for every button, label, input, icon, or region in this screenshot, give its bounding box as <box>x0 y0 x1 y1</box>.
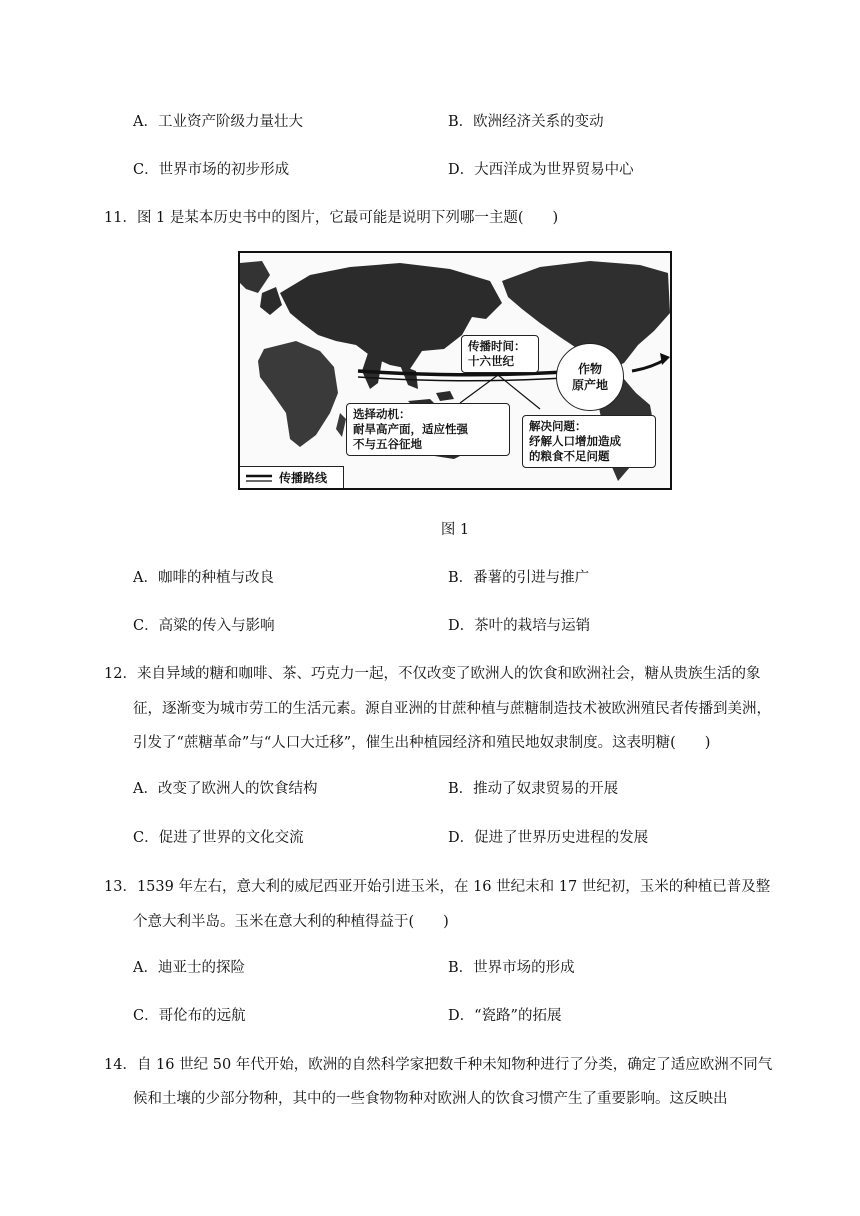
map-legend: 传播路线 <box>240 466 344 488</box>
crop-diffusion-map <box>238 251 672 490</box>
q11-option-a: A．咖啡的种植与改良 <box>133 570 274 586</box>
q12-option-d: D．促进了世界历史进程的发展 <box>448 830 649 846</box>
q12-option-a: A．改变了欧洲人的饮食结构 <box>133 781 318 797</box>
figure-caption: 图 1 <box>440 522 470 538</box>
q12-option-c: C．促进了世界的文化交流 <box>133 830 304 846</box>
q14-stem-line-2: 候和土壤的少部分物种，其中的一些食物物种对欧洲人的饮食习惯产生了重要影响。这反映出 <box>133 1091 728 1107</box>
q13-option-d: D．“瓷路”的拓展 <box>448 1008 562 1024</box>
q12-stem-line-2: 征，逐渐变为城市劳工的生活元素。源自亚洲的甘蔗种植与蔗糖制造技术被欧洲殖民者传播到美洲， <box>133 701 771 717</box>
q12-option-b: B．推动了奴隶贸易的开展 <box>448 781 619 797</box>
q12-stem-line-1: 12．来自异域的糖和咖啡、茶、巧克力一起，不仅改变了欧洲人的饮食和欧洲社会，糖从贵族生活的象 <box>104 666 761 682</box>
q11-option-b: B．番薯的引进与推广 <box>448 570 590 586</box>
problem-solved-box: 解决问题： 纾解人口增加造成 的粮食不足问题 <box>522 415 656 468</box>
q14-stem-line-1: 14．自 16 世纪 50 年代开始，欧洲的自然科学家把数千种未知物种进行了分类，确定了适应欧洲不同气 <box>104 1057 773 1073</box>
crop-origin-circle: 作物 原产地 <box>556 343 624 411</box>
q13-option-c: C．哥伦布的远航 <box>133 1008 246 1024</box>
q12-stem-line-3: 引发了“蔗糖革命”与“人口大迁移”，催生出种植园经济和殖民地奴隶制度。这表明糖( ) <box>133 735 711 751</box>
selection-motive-box: 选择动机： 耐旱高产面，适应性强 不与五谷征地 <box>346 403 510 456</box>
spread-time-box: 传播时间： 十六世纪 <box>461 335 539 373</box>
q10-option-a: A．工业资产阶级力量壮大 <box>133 114 303 130</box>
q11-option-d: D．茶叶的栽培与运销 <box>448 618 591 634</box>
q11-option-c: C．高粱的传入与影响 <box>133 618 275 634</box>
q11-stem: 11．图 1 是某本历史书中的图片，它最可能是说明下列哪一主题( ) <box>104 210 559 226</box>
route-line-icon <box>244 472 274 484</box>
q10-option-c: C．世界市场的初步形成 <box>133 162 290 178</box>
q13-stem-line-1: 13．1539 年左右，意大利的威尼西亚开始引进玉米，在 16 世纪末和 17 世纪初，玉米的种植已普及整 <box>104 879 771 895</box>
q13-option-b: B．世界市场的形成 <box>448 960 575 976</box>
q13-stem-line-2: 个意大利半岛。玉米在意大利的种植得益于( ) <box>133 914 449 930</box>
q10-option-b: B．欧洲经济关系的变动 <box>448 114 604 130</box>
q10-option-d: D．大西洋成为世界贸易中心 <box>448 162 634 178</box>
q13-option-a: A．迪亚士的探险 <box>133 960 245 976</box>
